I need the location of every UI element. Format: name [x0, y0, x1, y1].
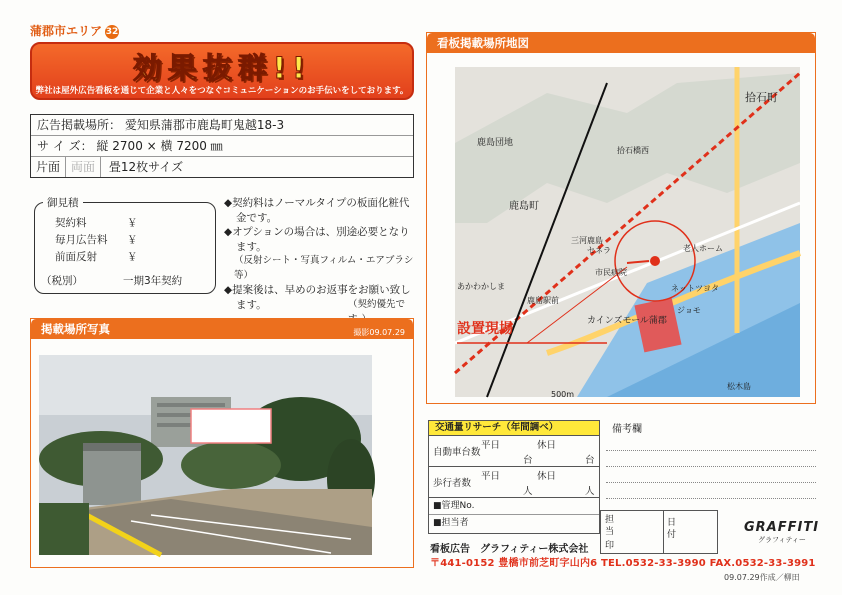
note-3: ◆提案後は、早めのお返事をお願い致します。 [224, 284, 411, 311]
spec-row-side [31, 157, 413, 177]
side-double: 両面 [66, 157, 101, 177]
spec-row-size [31, 136, 413, 157]
remarks-line [606, 498, 816, 499]
walk-label: 歩行者数 [433, 478, 472, 489]
stamp-tanto: 担当 [605, 515, 615, 537]
remarks-line [606, 450, 816, 451]
yen-mark: ￥ [127, 251, 138, 263]
site-photo [31, 339, 411, 565]
notes-list [224, 196, 414, 327]
graffiti-logo [744, 520, 820, 546]
size-label: サ イ ズ： [37, 139, 93, 153]
walk-unit: 人 [585, 486, 595, 497]
map-label-seneto: セネラ [587, 246, 611, 255]
map-panel [426, 32, 816, 404]
area-title [30, 22, 119, 39]
map-label-kashima-danchi: 鹿島団地 [477, 138, 514, 148]
walk-holiday: 休日 [537, 471, 557, 482]
side-detail: 畳12枚サイズ [108, 160, 184, 174]
car-label: 自動車台数 [433, 447, 481, 458]
location-map [427, 53, 814, 402]
area-label: 蒲郡市エリア [30, 24, 103, 38]
map-label-site: 設置現場 [457, 321, 513, 337]
map-label-rojin: 老人ホーム [683, 244, 723, 253]
created-note: 09.07.29作成／柳田 [724, 573, 800, 582]
map-panel-header: 看板掲載場所地図 [427, 33, 815, 53]
company-name: 看板広告 グラフィティー株式会社 [430, 544, 589, 555]
map-label-kashimacho: 鹿島町 [509, 201, 539, 212]
remarks-line [606, 482, 816, 483]
manage-staff: ■担当者 [433, 518, 469, 528]
photo-panel [30, 318, 414, 568]
contract-label: 契約料 [55, 217, 87, 229]
car-weekday: 平日 [481, 440, 501, 451]
quote-front [55, 249, 138, 264]
map-label-jomo: ジョモ [677, 306, 701, 315]
banner-subline: 弊社は屋外広告看板を通じて企業と人々をつなぐコミュニケーションのお手伝いをしております。 [35, 86, 409, 96]
banner-headline: 効果抜群!! [132, 51, 312, 85]
quote-contract [55, 215, 138, 230]
remarks-box [606, 420, 816, 500]
stamp-hitsuke: 日付 [667, 518, 677, 540]
quote-tax: （税別） [41, 275, 83, 287]
traffic-survey [428, 420, 600, 534]
front-label: 前面反射 [55, 251, 97, 263]
location-label: 広告掲載場所： [37, 118, 122, 132]
map-label-matsuki: 松木島 [727, 382, 751, 391]
note-3-sub: （契約優先で [348, 299, 406, 310]
map-scale: 500m [551, 390, 575, 399]
walk-weekday: 平日 [481, 471, 501, 482]
billboard-site-marker [191, 409, 271, 443]
quote-box [34, 197, 216, 294]
approval-stamp-box [600, 510, 718, 554]
car-unit: 台 [523, 455, 533, 466]
map-label-kasima: あかわかしま [457, 282, 505, 291]
map-label-kainz: カインズモール蒲郡 [587, 316, 667, 326]
page-number-badge: 32 [105, 27, 119, 37]
survey-row-walk [429, 467, 599, 498]
remarks-line [606, 466, 816, 467]
photo-title: 掲載場所写真 [41, 322, 110, 336]
car-holiday: 休日 [537, 440, 557, 451]
stamp-in: 印 [605, 541, 615, 551]
yen-mark: ￥ [127, 217, 138, 229]
map-label-shoseki: 拾石橋西 [617, 146, 649, 155]
side-single: 片面 [31, 157, 66, 177]
monthly-label: 毎月広告料 [55, 234, 108, 246]
quote-title: 御見積 [43, 195, 83, 210]
photo-date: 撮影09.07.29 [353, 328, 405, 337]
manage-no: ■管理No. [429, 498, 599, 515]
stamp-divider [663, 511, 664, 553]
spec-table [30, 114, 414, 178]
note-2-sub: （反射シート・写真フィルム・エアブラシ等） [234, 255, 414, 281]
note-2: ◆オプションの場合は、別途必要となります。 [224, 226, 410, 253]
company-address: 〒441-0152 豊橋市前芝町字山内6 TEL.0532-33-3990 FAX.0532-33-3991 [430, 558, 816, 569]
photo-panel-header [31, 319, 413, 339]
note-1: ◆契約料はノーマルタイプの板面化粧代金です。 [224, 197, 410, 224]
logo-text: GRAFFITI [744, 520, 820, 535]
map-label-kashimaeki: 鹿島駅前 [527, 296, 559, 305]
quote-term: 一期3年契約 [123, 275, 183, 287]
logo-sub: グラフィティー [758, 536, 806, 544]
quote-monthly [55, 232, 138, 247]
map-label-sanwa: 三河鹿島 [571, 236, 603, 245]
survey-row-car [429, 436, 599, 467]
spec-row-location [31, 115, 413, 136]
car-unit: 台 [585, 455, 595, 466]
map-label-ichiba: 市民病院 [595, 268, 627, 277]
yen-mark: ￥ [127, 234, 138, 246]
remarks-title: 備考欄 [612, 424, 642, 435]
headline-banner [30, 42, 414, 100]
location-value: 愛知県蒲郡市鹿島町鬼越18-3 [124, 118, 285, 132]
size-value: 縦 2700 × 横 7200 ㎜ [96, 139, 223, 153]
survey-title: 交通量リサーチ（年間調べ） [429, 421, 599, 436]
walk-unit: 人 [523, 486, 533, 497]
map-label-network: ネットツヨタ [671, 284, 719, 293]
map-label-hiroshi: 拾石町 [745, 91, 778, 104]
